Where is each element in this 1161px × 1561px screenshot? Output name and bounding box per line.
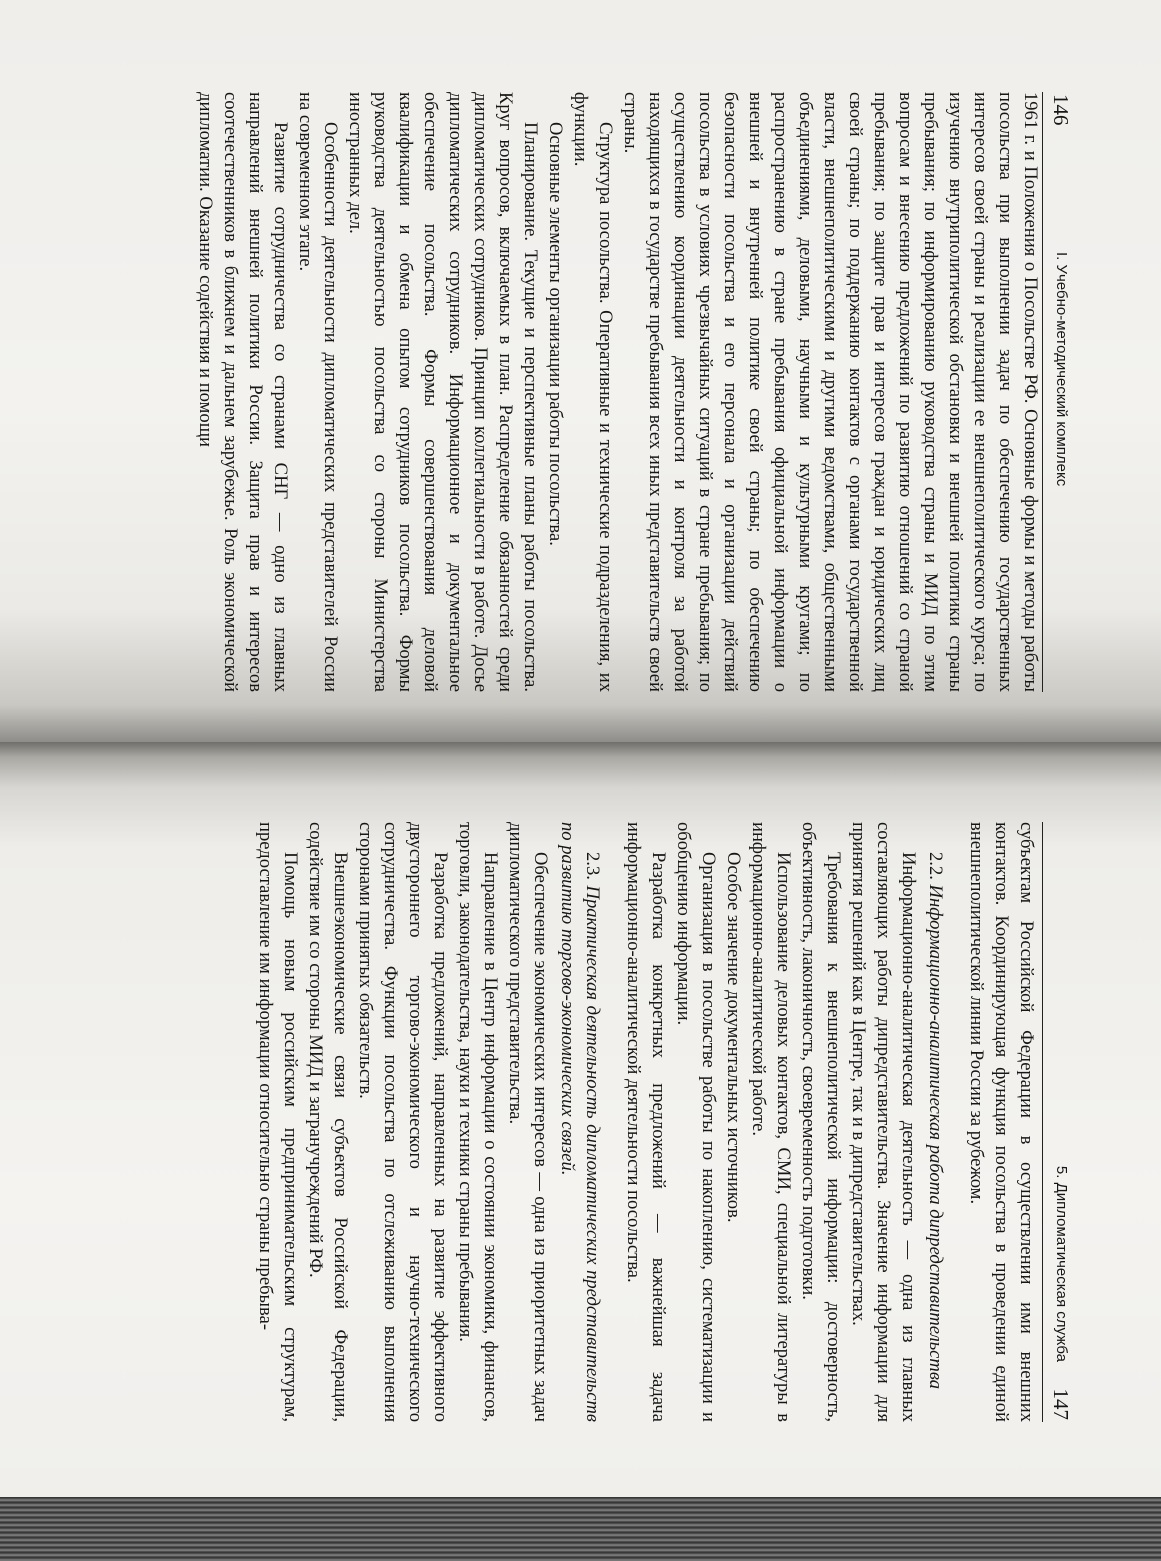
section-2-2-title: Информационно-аналитическая работа дипредставительства [925, 884, 946, 1390]
left-page-number: 146 [1049, 94, 1073, 126]
section-2-3-title: Практическая деятельность дипломатических представительств по развитию торгово-экономических связей. [557, 822, 603, 1422]
right-page-number: 147 [1049, 1388, 1073, 1420]
right-page-body [253, 822, 1039, 1422]
section-2-2-paragraph-3: Использование деловых контактов, СМИ, специальной литературы в информационно-аналитической работе. [748, 822, 794, 1422]
section-2-2-paragraph-6: Разработка конкретных предложений — важнейшая задача информационно-аналитической деятельности посольства. [623, 822, 669, 1422]
left-running-head: I. Учебно-методический комплекс [1053, 252, 1070, 487]
left-page-body [193, 92, 1043, 692]
right-intro-paragraph: субъектам Российской Федерации в осуществлении ими внешних контактов. Координирующая функция посольства в проведении единой внешнеполитической линии России за рубежом. [966, 822, 1037, 1422]
section-2-2-number: 2.2. [925, 852, 946, 880]
section-2-3-paragraph-2: Направление в Центр информации о состоянии экономики, финансов, торговли, законодательства, науки и техники страны пребывания. [455, 822, 501, 1422]
section-2-3-paragraph-1: Обеспечение экономических интересов — одна из приоритетных задач дипломатического представительства. [505, 822, 551, 1422]
left-paragraph-3: Основные элементы организации работы посольства. [545, 122, 566, 546]
right-page-header [1042, 822, 1079, 1422]
section-2-3-paragraph-5: Помощь новым российским предпринимательским структурам, предоставление им информации относительно страны пребыва- [255, 822, 301, 1422]
left-page [0, 0, 1161, 742]
section-2-2-paragraph-5: Организация в посольстве работы по накоплению, систематизации и обобщению информации. [673, 822, 719, 1422]
section-2-2-paragraph-1: Информационно-аналитическая деятельность — одна из главных составляющих работы дипредставительства. Значение информации для принятия решений как в Центре, так и в дипредставительствах. [848, 822, 919, 1422]
section-2-3-paragraph-3: Разработка предложений, направленных на развитие эффективного двустороннего торгово-экономического и научно-технического сотрудничества. Функции посольства по отслеживанию выполнения сторонами принятых обязательств. [355, 822, 451, 1422]
book-page-edges [0, 1497, 1161, 1561]
section-2-3-paragraph-4: Внешнеэкономические связи субъектов Российской Федерации, содействие им со стороны МИД и загранучреждений РФ. [305, 822, 351, 1422]
left-page-header [1042, 92, 1079, 692]
right-page [0, 742, 1161, 1497]
section-2-2-paragraph-2: Требования к внешнеполитической информации: достоверность, объективность, лаконичность, своевременность подготовки. [798, 822, 844, 1422]
section-2-3-heading [555, 822, 605, 1422]
left-paragraph-6: Развитие сотрудничества со странами СНГ — одно из главных направлений внешней политики России. Защита прав и интересов соотечественников в ближнем и дальнем зарубежье. Роль экономической дипломатии. Оказание содействия и помощи [195, 92, 291, 692]
left-paragraph-2: Структура посольства. Оперативные и технические подразделения, их функции. [570, 92, 616, 692]
right-running-head: 5. Дипломатическая служба [1053, 1165, 1070, 1362]
left-paragraph-4: Планирование. Текущие и перспективные планы работы посольства. Круг вопросов, включаемых в план. Распределение обязанностей среди дипломатических сотрудников. Принцип коллегиальности в работе. Досье дипломатических сотрудников. Информационное и документальное обеспечение посольства. Формы совершенствования деловой квалификации и обмена опытом сотрудников посольства. Формы руководства деятельностью посольства со стороны Министерства иностранных дел. [345, 92, 541, 692]
section-2-2-paragraph-4: Особое значение документальных источников. [723, 852, 744, 1223]
section-2-2-heading [923, 822, 948, 1422]
left-paragraph-5: Особенности деятельности дипломатических представителей России на современном этапе. [295, 92, 341, 692]
section-2-3-number: 2.3. [582, 852, 603, 880]
left-paragraph-1: 1961 г. и Положения о Посольстве РФ. Основные формы и методы работы посольства при выполнении задач по обеспечению государственных интересов своей страны и реализации ее внешнеполитического курса; по изучению внутриполитической обстановки и внешней политики страны пребывания; по информированию руководства страны и МИД по этим вопросам и внесению предложений по развитию отношений со страной пребывания; по защите прав и интересов граждан и юридических лиц своей страны; по поддержанию контактов с органами государственной власти, внешнеполитическими и другими ведомствами, общественными объединениями, деловыми, научными и культурными кругами; по распространению в стране пребывания официальной информации о внешней и внутренней политике своей страны; по обеспечению безопасности посольства и его персонала и организации действий посольства в условиях чрезвычайных ситуаций в стране пребывания; по осуществлению координации деятельности и контроля за работой находящихся в государстве пребывания всех иных представительств своей страны. [620, 92, 1041, 692]
